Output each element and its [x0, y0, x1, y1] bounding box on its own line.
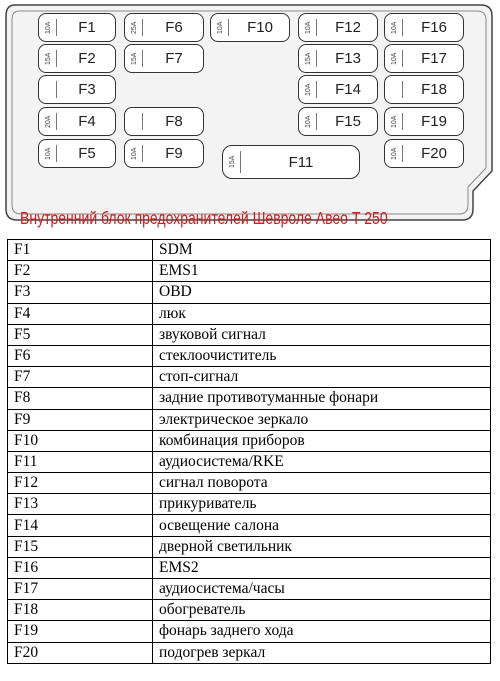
fuse-function-cell: электрическое зеркало — [153, 409, 491, 430]
fuse-function-cell: звуковой сигнал — [153, 324, 491, 345]
fuse-f11 — [222, 145, 360, 179]
fuse-id-cell: F16 — [8, 557, 153, 578]
fuse-f15 — [298, 107, 378, 136]
fuse-function-cell: EMS1 — [153, 261, 491, 282]
fuse-rating — [390, 80, 400, 99]
fuse-rating: 10A — [45, 21, 52, 34]
table-row — [8, 579, 491, 600]
table-row — [8, 282, 491, 303]
fuse-rating: 10A — [305, 83, 312, 96]
table-row — [8, 473, 491, 494]
fuse-function-cell: SDM — [153, 240, 491, 261]
table-row — [8, 409, 491, 430]
fuse-f19 — [384, 107, 464, 136]
fuse-f12 — [298, 13, 378, 42]
table-row — [8, 600, 491, 621]
table-row — [8, 536, 491, 557]
fuse-function-cell: сигнал поворота — [153, 473, 491, 494]
fuse-rating: 10A — [391, 52, 398, 65]
fuse-id-cell: F5 — [8, 324, 153, 345]
fuse-label: F16 — [421, 19, 447, 36]
fuse-rating: 10A — [217, 21, 224, 34]
fuse-rating: 15A — [229, 155, 236, 169]
fuse-id-cell: F13 — [8, 494, 153, 515]
fuse-label: F9 — [165, 145, 183, 162]
fuse-function-cell: освещение салона — [153, 515, 491, 536]
fuse-label: F8 — [165, 113, 183, 130]
fuse-label: F3 — [78, 81, 96, 98]
fuse-label: F17 — [421, 50, 447, 67]
fuse-function-cell: аудиосистема/RKE — [153, 451, 491, 472]
fuse-id-cell: F18 — [8, 600, 153, 621]
fuse-function-cell: OBD — [153, 282, 491, 303]
table-row — [8, 303, 491, 324]
fuse-rating: 10A — [305, 115, 312, 128]
fuse-rating — [130, 112, 140, 131]
fuse-id-cell: F4 — [8, 303, 153, 324]
fuse-function-cell: стоп-сигнал — [153, 367, 491, 388]
fuse-id-cell: F10 — [8, 430, 153, 451]
table-row — [8, 557, 491, 578]
fuse-rating: 15A — [305, 52, 312, 65]
table-row — [8, 324, 491, 345]
fuse-rating: 10A — [391, 21, 398, 34]
table-row — [8, 388, 491, 409]
fuse-f2 — [38, 44, 116, 73]
fuse-label: F1 — [78, 19, 96, 36]
fuse-f7 — [124, 44, 204, 73]
fuse-function-cell: прикуриватель — [153, 494, 491, 515]
fuse-rating: 15A — [45, 52, 52, 65]
fuse-id-cell: F1 — [8, 240, 153, 261]
fuse-label: F19 — [421, 113, 447, 130]
table-row — [8, 261, 491, 282]
fuse-function-cell: подогрев зеркал — [153, 642, 491, 663]
fuse-id-cell: F6 — [8, 345, 153, 366]
fuse-id-cell: F3 — [8, 282, 153, 303]
fuse-id-cell: F14 — [8, 515, 153, 536]
fuse-label: F10 — [247, 19, 273, 36]
table-row — [8, 430, 491, 451]
fuse-label: F15 — [335, 113, 361, 130]
fuse-f6 — [124, 13, 204, 42]
fuse-label: F4 — [78, 113, 96, 130]
fuse-f13 — [298, 44, 378, 73]
fuse-id-cell: F15 — [8, 536, 153, 557]
fuse-function-cell: задние противотуманные фонари — [153, 388, 491, 409]
fuse-id-cell: F2 — [8, 261, 153, 282]
table-row — [8, 451, 491, 472]
fuse-rating: 10A — [305, 21, 312, 34]
table-row — [8, 515, 491, 536]
fuse-f3 — [38, 75, 116, 104]
fuse-id-cell: F17 — [8, 579, 153, 600]
fuse-label: F7 — [165, 50, 183, 67]
fuse-label: F12 — [335, 19, 361, 36]
fuse-function-cell: аудиосистема/часы — [153, 579, 491, 600]
fuse-function-cell: фонарь заднего хода — [153, 621, 491, 642]
fuse-f16 — [384, 13, 464, 42]
fuse-id-cell: F12 — [8, 473, 153, 494]
fuse-rating: 10A — [391, 115, 398, 128]
fuse-f4 — [38, 107, 116, 136]
fuse-f20 — [384, 139, 464, 168]
fuse-label: F20 — [421, 145, 447, 162]
table-row — [8, 367, 491, 388]
fuse-function-cell: обогреватель — [153, 600, 491, 621]
diagram-caption: Внутренний блок предохранителей Шевроле Авео Т 250 — [20, 208, 388, 228]
fuse-function-table — [7, 239, 491, 664]
fuse-id-cell: F11 — [8, 451, 153, 472]
fuse-function-cell: EMS2 — [153, 557, 491, 578]
fuse-f1 — [38, 13, 116, 42]
fuse-rating: 25A — [131, 21, 138, 34]
fuse-label: F11 — [288, 153, 314, 171]
fuse-rating: 10A — [131, 147, 138, 160]
fuse-function-cell: дверной светильник — [153, 536, 491, 557]
fuse-f14 — [298, 75, 378, 104]
fuse-f9 — [124, 139, 204, 168]
table-row — [8, 494, 491, 515]
fuse-rating — [44, 80, 54, 99]
fuse-rating: 10A — [391, 147, 398, 160]
fuse-f8 — [124, 107, 204, 136]
fuse-label: F6 — [165, 19, 183, 36]
fuse-label: F13 — [335, 50, 361, 67]
fuse-label: F2 — [78, 50, 96, 67]
table-row — [8, 642, 491, 663]
table-row — [8, 345, 491, 366]
fuse-rating: 10A — [45, 147, 52, 160]
fuse-box-diagram — [0, 0, 500, 237]
fuse-f18 — [384, 75, 464, 104]
fuse-id-cell: F20 — [8, 642, 153, 663]
fuse-function-cell: стеклоочиститель — [153, 345, 491, 366]
fuse-f5 — [38, 139, 116, 168]
fuse-id-cell: F7 — [8, 367, 153, 388]
fuse-f10 — [210, 13, 290, 42]
fuse-function-cell: люк — [153, 303, 491, 324]
table-row — [8, 621, 491, 642]
fuse-id-cell: F9 — [8, 409, 153, 430]
fuse-rating: 15A — [131, 52, 138, 65]
fuse-id-cell: F19 — [8, 621, 153, 642]
fuse-label: F14 — [335, 81, 361, 98]
fuse-f17 — [384, 44, 464, 73]
fuse-function-cell: комбинация приборов — [153, 430, 491, 451]
fuse-label: F5 — [78, 145, 96, 162]
fuse-label: F18 — [421, 81, 447, 98]
fuse-rating: 20A — [45, 115, 52, 128]
table-row — [8, 240, 491, 261]
fuse-id-cell: F8 — [8, 388, 153, 409]
